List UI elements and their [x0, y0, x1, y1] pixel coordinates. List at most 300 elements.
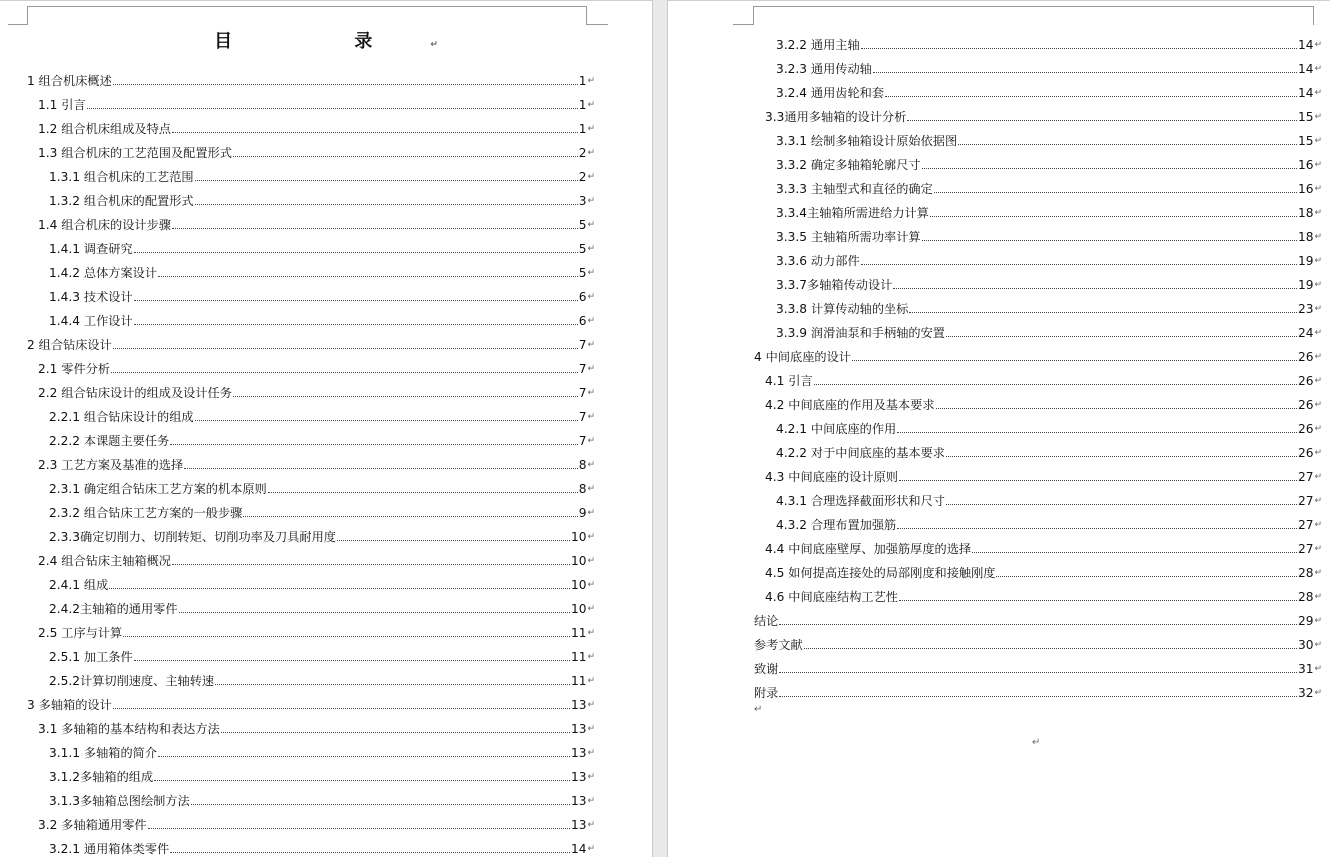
- dot-leader: [195, 204, 578, 205]
- toc-entry[interactable]: [27, 92, 595, 116]
- dot-leader: [922, 168, 1297, 169]
- dot-leader: [113, 348, 578, 349]
- dot-leader: [946, 504, 1297, 505]
- page-top-edge: [668, 0, 1330, 1]
- toc-entry[interactable]: [27, 428, 595, 452]
- toc-entry-page: 1: [578, 98, 587, 112]
- toc-entry-page: 10: [570, 530, 587, 544]
- toc-entry[interactable]: [27, 716, 595, 740]
- toc-entry-page: 27: [1297, 518, 1314, 532]
- paragraph-mark-icon: ↵: [587, 532, 595, 542]
- paragraph-mark-icon: ↵: [1314, 208, 1322, 218]
- paragraph-mark-icon: ↵: [1314, 424, 1322, 434]
- toc-entry[interactable]: [27, 596, 595, 620]
- toc-entry-title: 2.3 工艺方案及基准的选择: [38, 458, 184, 472]
- dot-leader: [154, 780, 570, 781]
- toc-entry-title: 4.5 如何提高连接处的局部刚度和接触刚度: [765, 566, 996, 580]
- dot-leader: [852, 360, 1297, 361]
- paragraph-mark-icon: ↵: [587, 820, 595, 830]
- corner-mark: [27, 6, 28, 25]
- dot-leader: [195, 180, 578, 181]
- toc-entry[interactable]: [27, 524, 595, 548]
- toc-entry[interactable]: [754, 80, 1322, 104]
- paragraph-mark-icon: ↵: [587, 388, 595, 398]
- dot-leader: [172, 132, 578, 133]
- header-boundary: [27, 6, 587, 7]
- toc-entry-page: 13: [570, 794, 587, 808]
- paragraph-mark-icon: ↵: [587, 700, 595, 710]
- toc-entry[interactable]: [754, 464, 1322, 488]
- toc-entry[interactable]: [754, 104, 1322, 128]
- dot-leader: [184, 468, 578, 469]
- toc-entry[interactable]: [27, 284, 595, 308]
- toc-entry-title: 4 中间底座的设计: [754, 350, 851, 364]
- toc-entry[interactable]: [27, 548, 595, 572]
- toc-entry-title: 2.4.1 组成: [49, 578, 109, 592]
- toc-entry[interactable]: [754, 320, 1322, 344]
- dot-leader: [861, 48, 1297, 49]
- toc-entry[interactable]: [754, 584, 1322, 608]
- paragraph-mark-icon: ↵: [430, 40, 496, 50]
- toc-entry-title: 3.1 多轴箱的基本结构和表达方法: [38, 722, 220, 736]
- dot-leader: [936, 408, 1297, 409]
- paragraph-mark-icon: ↵: [754, 704, 763, 715]
- dot-leader: [233, 156, 578, 157]
- paragraph-mark-icon: ↵: [1314, 112, 1322, 122]
- toc-entry[interactable]: [27, 836, 595, 860]
- toc-entry-title: 致谢: [754, 662, 779, 676]
- toc-entry-title: 3.2.4 通用齿轮和套: [776, 86, 885, 100]
- toc-list-left: [27, 68, 595, 860]
- toc-entry-page: 10: [570, 554, 587, 568]
- toc-list-right: [754, 32, 1322, 704]
- toc-entry-page: 26: [1297, 422, 1314, 436]
- dot-leader: [946, 336, 1297, 337]
- toc-entry[interactable]: [27, 356, 595, 380]
- toc-entry-title: 1.2 组合机床组成及特点: [38, 122, 171, 136]
- paragraph-mark-icon: ↵: [1032, 737, 1041, 748]
- toc-entry-title: 附录: [754, 686, 779, 700]
- dot-leader: [113, 708, 570, 709]
- toc-entry-title: 2.2 组合钻床设计的组成及设计任务: [38, 386, 232, 400]
- toc-entry-page: 10: [570, 578, 587, 592]
- dot-leader: [930, 216, 1297, 217]
- dot-leader: [134, 252, 578, 253]
- paragraph-mark-icon: ↵: [587, 220, 595, 230]
- toc-entry-title: 3.1.1 多轴箱的简介: [49, 746, 158, 760]
- toc-entry-page: 18: [1297, 206, 1314, 220]
- dot-leader: [897, 432, 1297, 433]
- toc-entry[interactable]: [754, 680, 1322, 704]
- paragraph-mark-icon: ↵: [587, 124, 595, 134]
- toc-entry[interactable]: [27, 380, 595, 404]
- paragraph-mark-icon: ↵: [1314, 496, 1322, 506]
- toc-entry[interactable]: [27, 332, 595, 356]
- toc-entry-page: 8: [578, 482, 587, 496]
- dot-leader: [779, 672, 1297, 673]
- dot-leader: [861, 264, 1297, 265]
- paragraph-mark-icon: ↵: [1314, 328, 1322, 338]
- toc-entry[interactable]: [27, 140, 595, 164]
- toc-entry-title: 2.4.2主轴箱的通用零件: [49, 602, 178, 616]
- toc-entry-title: 2.4 组合钻床主轴箱概况: [38, 554, 171, 568]
- toc-entry-page: 11: [570, 626, 587, 640]
- toc-entry[interactable]: [27, 572, 595, 596]
- toc-entry-page: 16: [1297, 182, 1314, 196]
- toc-entry[interactable]: [754, 536, 1322, 560]
- dot-leader: [158, 756, 570, 757]
- toc-entry[interactable]: [27, 68, 595, 92]
- toc-entry-title: 1 组合机床概述: [27, 74, 112, 88]
- paragraph-mark-icon: ↵: [587, 484, 595, 494]
- toc-entry[interactable]: [27, 452, 595, 476]
- dot-leader: [337, 540, 570, 541]
- corner-mark: [586, 6, 587, 25]
- toc-entry-title: 4.3 中间底座的设计原则: [765, 470, 898, 484]
- paragraph-mark-icon: ↵: [587, 580, 595, 590]
- dot-leader: [243, 516, 577, 517]
- paragraph-mark-icon: ↵: [1314, 544, 1322, 554]
- toc-entry[interactable]: [27, 740, 595, 764]
- paragraph-mark-icon: ↵: [587, 772, 595, 782]
- toc-entry-title: 3.3.2 确定多轴箱轮廓尺寸: [776, 158, 921, 172]
- toc-entry-page: 28: [1297, 590, 1314, 604]
- toc-entry[interactable]: [754, 152, 1322, 176]
- paragraph-mark-icon: ↵: [1314, 88, 1322, 98]
- dot-leader: [804, 648, 1297, 649]
- toc-entry-page: 32: [1297, 686, 1314, 700]
- toc-entry-title: 1.1 引言: [38, 98, 86, 112]
- toc-entry[interactable]: [754, 392, 1322, 416]
- toc-entry-title: 4.2.1 中间底座的作用: [776, 422, 897, 436]
- toc-entry-title: 2.5 工序与计算: [38, 626, 123, 640]
- dot-leader: [158, 276, 578, 277]
- paragraph-mark-icon: ↵: [587, 172, 595, 182]
- toc-entry[interactable]: [27, 212, 595, 236]
- toc-entry-title: 1.3.1 组合机床的工艺范围: [49, 170, 194, 184]
- toc-entry-title: 3.3.7多轴箱传动设计: [776, 278, 893, 292]
- toc-entry-page: 5: [578, 242, 587, 256]
- toc-entry-page: 14: [1297, 38, 1314, 52]
- toc-entry-page: 7: [578, 410, 587, 424]
- toc-entry[interactable]: [27, 236, 595, 260]
- toc-entry-title: 4.3.1 合理选择截面形状和尺寸: [776, 494, 945, 508]
- dot-leader: [134, 660, 570, 661]
- toc-entry-page: 13: [570, 818, 587, 832]
- toc-entry-title: 2.3.1 确定组合钻床工艺方案的机本原则: [49, 482, 267, 496]
- paragraph-mark-icon: ↵: [587, 292, 595, 302]
- dot-leader: [885, 96, 1297, 97]
- toc-entry-page: 18: [1297, 230, 1314, 244]
- toc-entry-title: 3.3.3 主轴型式和直径的确定: [776, 182, 933, 196]
- toc-entry-page: 5: [578, 218, 587, 232]
- toc-entry[interactable]: [27, 644, 595, 668]
- dot-leader: [170, 852, 570, 853]
- paragraph-mark-icon: ↵: [1314, 664, 1322, 674]
- toc-entry-title: 3.2.1 通用箱体类零件: [49, 842, 170, 856]
- paragraph-mark-icon: ↵: [587, 460, 595, 470]
- toc-entry-page: 7: [578, 338, 587, 352]
- corner-mark: [753, 6, 754, 25]
- toc-entry-title: 4.6 中间底座结构工艺性: [765, 590, 898, 604]
- toc-entry-title: 2.3.2 组合钻床工艺方案的一般步骤: [49, 506, 243, 520]
- toc-entry-title: 4.4 中间底座壁厚、加强筋厚度的选择: [765, 542, 972, 556]
- dot-leader: [170, 444, 577, 445]
- corner-mark: [586, 24, 608, 25]
- toc-entry-page: 2: [578, 170, 587, 184]
- toc-entry-title: 2 组合钻床设计: [27, 338, 112, 352]
- paragraph-mark-icon: ↵: [1314, 616, 1322, 626]
- toc-entry[interactable]: [754, 128, 1322, 152]
- toc-entry-page: 26: [1297, 374, 1314, 388]
- left-page: [0, 0, 652, 857]
- dot-leader: [946, 456, 1297, 457]
- dot-leader: [814, 384, 1297, 385]
- toc-entry-title: 2.5.1 加工条件: [49, 650, 133, 664]
- paragraph-mark-icon: ↵: [1314, 520, 1322, 530]
- toc-entry-page: 26: [1297, 350, 1314, 364]
- paragraph-mark-icon: ↵: [587, 436, 595, 446]
- toc-entry-title: 3.3.1 绘制多轴箱设计原始依据图: [776, 134, 958, 148]
- toc-entry[interactable]: [754, 440, 1322, 464]
- toc-entry-title: 3.3.8 计算传动轴的坐标: [776, 302, 909, 316]
- toc-entry-page: 13: [570, 698, 587, 712]
- paragraph-mark-icon: ↵: [587, 508, 595, 518]
- toc-entry[interactable]: [754, 632, 1322, 656]
- toc-entry-title: 2.5.2计算切削速度、主轴转速: [49, 674, 215, 688]
- dot-leader: [134, 300, 578, 301]
- paragraph-mark-icon: ↵: [587, 604, 595, 614]
- toc-entry-page: 31: [1297, 662, 1314, 676]
- dot-leader: [233, 396, 578, 397]
- toc-entry-page: 16: [1297, 158, 1314, 172]
- paragraph-mark-icon: ↵: [1314, 160, 1322, 170]
- paragraph-mark-icon: ↵: [587, 676, 595, 686]
- toc-entry-page: 27: [1297, 494, 1314, 508]
- toc-entry[interactable]: [754, 560, 1322, 584]
- dot-leader: [873, 72, 1297, 73]
- toc-entry[interactable]: [27, 164, 595, 188]
- toc-entry-title: 3.1.3多轴箱总图绘制方法: [49, 794, 190, 808]
- toc-entry-page: 29: [1297, 614, 1314, 628]
- dot-leader: [909, 312, 1297, 313]
- toc-entry-page: 19: [1297, 278, 1314, 292]
- dot-leader: [179, 612, 570, 613]
- page-gutter: [652, 0, 668, 857]
- dot-leader: [87, 108, 578, 109]
- paragraph-mark-icon: ↵: [1314, 400, 1322, 410]
- paragraph-mark-icon: ↵: [1314, 688, 1322, 698]
- toc-entry-title: 1.4.4 工作设计: [49, 314, 133, 328]
- toc-entry[interactable]: [754, 488, 1322, 512]
- dot-leader: [893, 288, 1297, 289]
- toc-entry[interactable]: [754, 296, 1322, 320]
- paragraph-mark-icon: ↵: [587, 844, 595, 854]
- toc-entry-title: 3.3.4主轴箱所需进给力计算: [776, 206, 929, 220]
- dot-leader: [958, 144, 1297, 145]
- toc-entry-page: 10: [570, 602, 587, 616]
- toc-entry-page: 23: [1297, 302, 1314, 316]
- toc-entry-title: 1.3 组合机床的工艺范围及配置形式: [38, 146, 232, 160]
- dot-leader: [972, 552, 1297, 553]
- paragraph-mark-icon: ↵: [587, 196, 595, 206]
- toc-entry-page: 19: [1297, 254, 1314, 268]
- paragraph-mark-icon: ↵: [1314, 352, 1322, 362]
- dot-leader: [109, 588, 570, 589]
- toc-entry-title: 4.3.2 合理布置加强筋: [776, 518, 897, 532]
- toc-entry-title: 2.2.2 本课题主要任务: [49, 434, 170, 448]
- corner-mark: [8, 24, 28, 25]
- toc-entry-title: 1.3.2 组合机床的配置形式: [49, 194, 194, 208]
- dot-leader: [111, 372, 578, 373]
- paragraph-mark-icon: ↵: [1314, 304, 1322, 314]
- paragraph-mark-icon: ↵: [587, 652, 595, 662]
- toc-entry-title: 2.3.3确定切削力、切削转矩、切削功率及刀具耐用度: [49, 530, 336, 544]
- toc-entry-page: 26: [1297, 446, 1314, 460]
- paragraph-mark-icon: ↵: [587, 340, 595, 350]
- toc-entry-title: 4.2 中间底座的作用及基本要求: [765, 398, 935, 412]
- toc-entry[interactable]: [754, 32, 1322, 56]
- toc-entry-page: 13: [570, 770, 587, 784]
- paragraph-mark-icon: ↵: [587, 364, 595, 374]
- toc-entry[interactable]: [27, 476, 595, 500]
- toc-entry-title: 1.4.3 技术设计: [49, 290, 133, 304]
- toc-entry-title: 3.3通用多轴箱的设计分析: [765, 110, 907, 124]
- dot-leader: [907, 120, 1297, 121]
- toc-entry-page: 27: [1297, 542, 1314, 556]
- toc-entry-title: 2.2.1 组合钻床设计的组成: [49, 410, 194, 424]
- toc-entry[interactable]: [754, 176, 1322, 200]
- dot-leader: [779, 696, 1297, 697]
- corner-mark: [733, 24, 754, 25]
- toc-entry[interactable]: [27, 764, 595, 788]
- dot-leader: [172, 228, 578, 229]
- paragraph-mark-icon: ↵: [1314, 40, 1322, 50]
- paragraph-mark-icon: ↵: [587, 76, 595, 86]
- toc-entry[interactable]: [754, 200, 1322, 224]
- toc-entry[interactable]: [754, 224, 1322, 248]
- toc-entry[interactable]: [27, 260, 595, 284]
- paragraph-mark-icon: ↵: [587, 412, 595, 422]
- toc-entry-page: 15: [1297, 134, 1314, 148]
- toc-entry[interactable]: [27, 620, 595, 644]
- toc-entry[interactable]: [27, 812, 595, 836]
- paragraph-mark-icon: ↵: [587, 628, 595, 638]
- toc-entry[interactable]: [27, 692, 595, 716]
- toc-entry-page: 28: [1297, 566, 1314, 580]
- toc-entry-page: 7: [578, 362, 587, 376]
- paragraph-mark-icon: ↵: [587, 724, 595, 734]
- toc-entry-page: 9: [578, 506, 587, 520]
- toc-entry-page: 6: [578, 290, 587, 304]
- paragraph-mark-icon: ↵: [587, 748, 595, 758]
- dot-leader: [134, 324, 578, 325]
- toc-entry[interactable]: [754, 344, 1322, 368]
- dot-leader: [996, 576, 1296, 577]
- toc-entry-page: 5: [578, 266, 587, 280]
- dot-leader: [268, 492, 578, 493]
- toc-entry-page: 26: [1297, 398, 1314, 412]
- toc-entry[interactable]: [754, 272, 1322, 296]
- dot-leader: [899, 600, 1297, 601]
- paragraph-mark-icon: ↵: [587, 100, 595, 110]
- toc-entry-page: 2: [578, 146, 587, 160]
- paragraph-mark-icon: ↵: [1314, 64, 1322, 74]
- toc-entry-title: 3.2.2 通用主轴: [776, 38, 860, 52]
- toc-entry[interactable]: [27, 500, 595, 524]
- toc-entry-page: 30: [1297, 638, 1314, 652]
- paragraph-mark-icon: ↵: [1314, 136, 1322, 146]
- header-boundary: [753, 6, 1313, 7]
- toc-entry[interactable]: [27, 188, 595, 212]
- paragraph-mark-icon: ↵: [587, 556, 595, 566]
- paragraph-mark-icon: ↵: [1314, 232, 1322, 242]
- toc-entry[interactable]: [754, 56, 1322, 80]
- dot-leader: [221, 732, 570, 733]
- toc-entry-page: 14: [1297, 86, 1314, 100]
- paragraph-mark-icon: ↵: [1314, 184, 1322, 194]
- toc-entry-title: 结论: [754, 614, 779, 628]
- toc-entry-title: 2.1 零件分析: [38, 362, 111, 376]
- toc-entry-title: 3.2.3 通用传动轴: [776, 62, 872, 76]
- toc-entry-title: 3.1.2多轴箱的组成: [49, 770, 154, 784]
- toc-entry[interactable]: [754, 416, 1322, 440]
- toc-entry-title: 参考文献: [754, 638, 803, 652]
- toc-entry-page: 6: [578, 314, 587, 328]
- toc-entry-page: 14: [570, 842, 587, 856]
- dot-leader: [897, 528, 1297, 529]
- toc-entry[interactable]: [754, 248, 1322, 272]
- toc-entry-page: 27: [1297, 470, 1314, 484]
- paragraph-mark-icon: ↵: [1314, 640, 1322, 650]
- toc-entry[interactable]: [754, 656, 1322, 680]
- toc-entry-title: 3.3.9 润滑油泵和手柄轴的安置: [776, 326, 945, 340]
- toc-entry-title: 3.3.6 动力部件: [776, 254, 860, 268]
- toc-entry[interactable]: [27, 308, 595, 332]
- dot-leader: [899, 480, 1297, 481]
- dot-leader: [779, 624, 1297, 625]
- paragraph-mark-icon: ↵: [1314, 280, 1322, 290]
- paragraph-mark-icon: ↵: [1314, 592, 1322, 602]
- toc-entry[interactable]: [754, 608, 1322, 632]
- toc-entry-page: 7: [578, 434, 587, 448]
- paragraph-mark-icon: ↵: [1314, 256, 1322, 266]
- toc-entry-title: 4.2.2 对于中间底座的基本要求: [776, 446, 945, 460]
- toc-entry-page: 11: [570, 650, 587, 664]
- paragraph-mark-icon: ↵: [587, 244, 595, 254]
- toc-entry[interactable]: [27, 116, 595, 140]
- paragraph-mark-icon: ↵: [587, 316, 595, 326]
- dot-leader: [113, 84, 578, 85]
- toc-entry-title: 3.2 多轴箱通用零件: [38, 818, 147, 832]
- paragraph-mark-icon: ↵: [1314, 472, 1322, 482]
- paragraph-mark-icon: ↵: [587, 268, 595, 278]
- toc-entry[interactable]: [27, 404, 595, 428]
- dot-leader: [148, 828, 570, 829]
- toc-entry-page: 15: [1297, 110, 1314, 124]
- toc-entry-title: 3.3.5 主轴箱所需功率计算: [776, 230, 921, 244]
- dot-leader: [934, 192, 1297, 193]
- toc-entry[interactable]: [754, 512, 1322, 536]
- right-page: [668, 0, 1330, 857]
- toc-entry-page: 24: [1297, 326, 1314, 340]
- dot-leader: [922, 240, 1297, 241]
- paragraph-mark-icon: ↵: [587, 148, 595, 158]
- toc-entry[interactable]: [754, 368, 1322, 392]
- toc-entry[interactable]: [27, 668, 595, 692]
- toc-entry[interactable]: [27, 788, 595, 812]
- paragraph-mark-icon: ↵: [587, 796, 595, 806]
